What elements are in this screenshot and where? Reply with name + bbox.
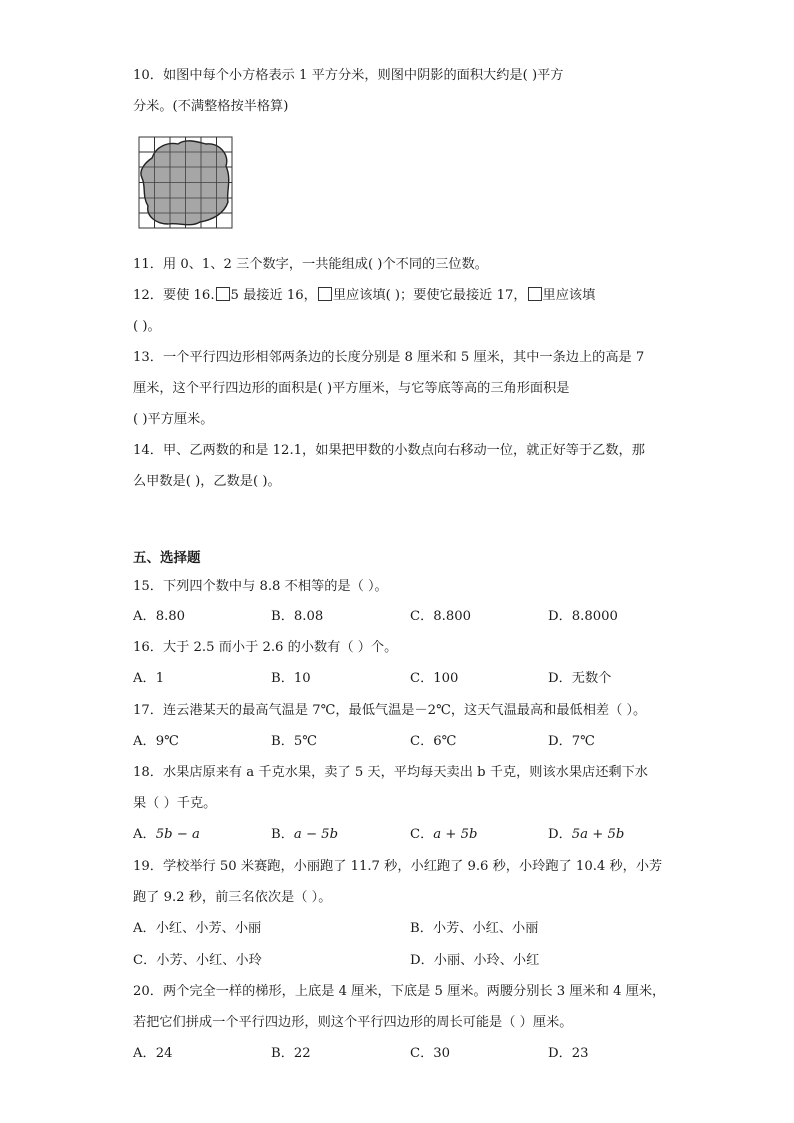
q20-option-d: D．23 (548, 1046, 589, 1061)
q19-option-c: C．小芳、小红、小玲 (133, 953, 262, 968)
q18-option-a-label: A． (133, 827, 156, 842)
q18-option-d-expr: 5a + 5b (571, 827, 625, 842)
q12-text-a: 12．要使 16. (133, 288, 215, 303)
q10-line2: 分米。(不满整格按半格算) (133, 99, 289, 114)
q18-option-b-expr: a − 5b (293, 827, 339, 842)
q19-line1: 19．学校举行 50 米赛跑，小丽跑了 11.7 秒，小红跑了 9.6 秒，小玲跑了 10.4 秒，小芳 (133, 859, 663, 874)
q12-text-d: 里应该填 (542, 288, 596, 303)
q12-line2: ( )。 (133, 319, 161, 334)
q18-option-d (548, 826, 624, 844)
blank-square-icon (318, 287, 332, 301)
q16-stem: 16．大于 2.5 而小于 2.6 的小数有（ ）个。 (133, 640, 398, 655)
q18-option-b (271, 826, 338, 844)
q17-stem: 17．连云港某天的最高气温是 7℃，最低气温是－2℃，这天气温最高和最低相差（ ）。 (133, 703, 647, 718)
q16-option-b: B．10 (271, 671, 311, 686)
q18-line1: 18．水果店原来有 a 千克水果，卖了 5 天，平均每天卖出 b 千克，则该水果店还剩下水 (133, 765, 648, 780)
q20-line1: 20．两个完全一样的梯形，上底是 4 厘米，下底是 5 厘米。两腰分别长 3 厘米和 4 厘米， (133, 984, 666, 999)
q20-option-c: C．30 (410, 1046, 451, 1061)
q16-option-a: A．1 (133, 671, 165, 686)
q13-line1: 13．一个平行四边形相邻两条边的长度分别是 8 厘米和 5 厘米，其中一条边上的高是 7 (133, 350, 645, 365)
q16-option-c: C．100 (410, 671, 459, 686)
q18-option-c (410, 826, 477, 844)
q13-line3: ( )平方厘米。 (133, 412, 214, 427)
q10-line1: 10．如图中每个小方格表示 1 平方分米，则图中阴影的面积大约是( )平方 (133, 68, 564, 83)
q15-stem: 15．下列四个数中与 8.8 不相等的是（ ）。 (133, 579, 388, 594)
q18-line2: 果（ ）千克。 (133, 796, 217, 811)
q20-option-b: B．22 (271, 1046, 311, 1061)
q15-option-c: C．8.800 (410, 609, 472, 624)
q19-line2: 跑了 9.2 秒，前三名依次是（ ）。 (133, 890, 332, 905)
section-heading: 五、选择题 (133, 550, 201, 566)
q18-option-d-label: D． (548, 827, 572, 842)
q16-option-d: D．无数个 (548, 671, 612, 686)
q12-line1 (133, 287, 595, 305)
q18-option-a-expr: 5b − a (155, 827, 200, 842)
q14-line2: 么甲数是( )，乙数是( )。 (133, 474, 281, 489)
blank-square-icon (528, 287, 542, 301)
q11-line: 11．用 0、1、2 三个数字，一共能组成( )个不同的三位数。 (133, 257, 488, 272)
blank-square-icon (216, 287, 230, 301)
q15-option-b: B．8.08 (271, 609, 324, 624)
q20-line2: 若把它们拼成一个平行四边形，则这个平行四边形的周长可能是（ ）厘米。 (133, 1015, 573, 1030)
q15-option-d: D．8.8000 (548, 609, 618, 624)
q13-line2: 厘米，这个平行四边形的面积是( )平方厘米，与它等底等高的三角形面积是 (133, 381, 570, 396)
q17-option-d: D．7℃ (548, 734, 595, 749)
q18-option-a (133, 826, 200, 844)
q17-option-a: A．9℃ (133, 734, 179, 749)
q18-option-c-label: C． (410, 827, 434, 842)
q19-option-a: A．小红、小芳、小丽 (133, 921, 262, 936)
q19-option-b: B．小芳、小红、小丽 (410, 921, 539, 936)
q17-option-c: C．6℃ (410, 734, 457, 749)
q15-option-a: A．8.80 (133, 609, 186, 624)
q14-line1: 14．甲、乙两数的和是 12.1，如果把甲数的小数点向右移动一位，就正好等于乙数，那 (133, 443, 645, 458)
q20-option-a: A．24 (133, 1046, 173, 1061)
q19-option-d: D．小丽、小玲、小红 (410, 953, 540, 968)
q18-option-c-expr: a + 5b (433, 827, 478, 842)
q18-option-b-label: B． (271, 827, 294, 842)
q12-text-b: 5 最接近 16， (230, 288, 317, 303)
q17-option-b: B．5℃ (271, 734, 318, 749)
q12-text-c: 里应该填( )；要使它最接近 17， (332, 288, 527, 303)
shaded-grid-figure (138, 136, 234, 230)
